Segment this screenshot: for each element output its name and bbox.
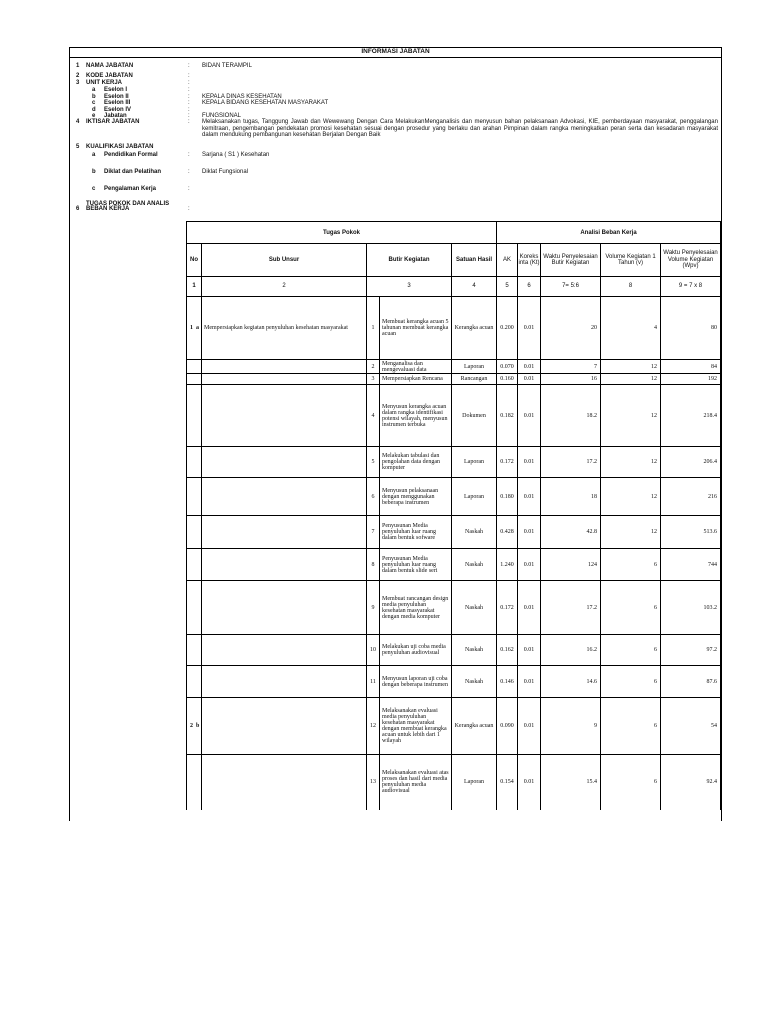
- cell-butir: Melaksanakan evaluasi media penyuluhan kesehatan masyarakat dengan membuat kerangka acuan untuk lebih dari 1 wilayah: [380, 698, 452, 755]
- cell-satuan: Rancangan: [452, 374, 497, 385]
- pendidikan-label: Pendidikan Formal: [104, 152, 158, 158]
- cell-ak: 0.154: [497, 755, 518, 810]
- cell-wpv: 97.2: [661, 635, 721, 666]
- cell-wpv: 192: [661, 374, 721, 385]
- cell-ak: 0.070: [497, 360, 518, 374]
- eselon-1-letter: a: [92, 87, 96, 93]
- index-cell: 5: [497, 277, 518, 297]
- cell-wpv: 216: [661, 478, 721, 516]
- tugas-pokok-label-1: TUGAS POKOK DAN ANALIS: [86, 201, 170, 207]
- cell-volume: 6: [601, 666, 661, 698]
- eselon-2-letter: b: [92, 94, 96, 100]
- jabatan-label: Jabatan: [104, 113, 127, 119]
- cell-butir-number: 4: [367, 385, 380, 447]
- cell-waktu: 17.2: [541, 447, 601, 478]
- ikhtisar-label: IKTISAR JABATAN: [86, 119, 140, 125]
- cell-volume: 6: [601, 635, 661, 666]
- kualifikasi-num: 5: [76, 144, 80, 150]
- cell-satuan: Naskah: [452, 516, 497, 549]
- col-header-volume: Volume Kegiatan 1 Tahun (v): [601, 244, 661, 277]
- row-no: 1: [190, 325, 193, 331]
- cell-koreksi: 0.01: [518, 581, 541, 635]
- cell-no: [187, 581, 202, 635]
- cell-koreksi: 0.01: [518, 755, 541, 810]
- cell-volume: 6: [601, 581, 661, 635]
- cell-butir-number: 3: [367, 374, 380, 385]
- col-header-no: No: [187, 244, 202, 277]
- diklat-colon: :: [188, 169, 190, 175]
- cell-ak: 0.200: [497, 297, 518, 360]
- table-row: [187, 698, 721, 755]
- ikhtisar-num: 4: [76, 119, 80, 125]
- eselon-4-colon: :: [188, 107, 190, 113]
- cell-sub-unsur: [202, 549, 367, 581]
- index-cell: 6: [518, 277, 541, 297]
- kode-jabatan-num: 2: [76, 73, 80, 79]
- cell-volume: 12: [601, 385, 661, 447]
- table-body: [187, 297, 721, 810]
- cell-volume: 12: [601, 374, 661, 385]
- cell-koreksi: 0.01: [518, 635, 541, 666]
- cell-butir: Melakukan uji coba media penyuluhan audiovisual: [380, 635, 452, 666]
- cell-butir-number: 12: [367, 698, 380, 755]
- cell-waktu: 20: [541, 297, 601, 360]
- index-cell: 8: [601, 277, 661, 297]
- cell-butir: Menyusun laporan uji coba dengan beberapa instrumen: [380, 666, 452, 698]
- cell-ak: 0.428: [497, 516, 518, 549]
- table-row: [187, 666, 721, 698]
- cell-sub-unsur: [202, 478, 367, 516]
- cell-volume: 4: [601, 297, 661, 360]
- cell-koreksi: 0.01: [518, 447, 541, 478]
- cell-wpv: 80: [661, 297, 721, 360]
- table-row: [187, 635, 721, 666]
- cell-ak: 0.146: [497, 666, 518, 698]
- cell-butir: Menganalisa dan mengevaluasi data: [380, 360, 452, 374]
- cell-sub-unsur: [202, 360, 367, 374]
- col-header-waktu: Waktu Penyelesaian Butir Kegiatan: [541, 244, 601, 277]
- cell-butir: Menyusun kerangka acuan dalam rangka identifikasi potensi wilayah, menyusun instrumen terbuka: [380, 385, 452, 447]
- eselon-2-colon: :: [188, 94, 190, 100]
- cell-satuan: Naskah: [452, 635, 497, 666]
- cell-volume: 12: [601, 516, 661, 549]
- cell-butir: Mempersiapkan Rencana: [380, 374, 452, 385]
- cell-satuan: Kerangka acuan: [452, 698, 497, 755]
- pengalaman-letter: c: [92, 186, 96, 192]
- cell-no: [187, 549, 202, 581]
- cell-wpv: 84: [661, 360, 721, 374]
- cell-no: [187, 360, 202, 374]
- cell-koreksi: 0.01: [518, 666, 541, 698]
- cell-no: [187, 478, 202, 516]
- cell-no: [187, 666, 202, 698]
- cell-no: [187, 385, 202, 447]
- kualifikasi-label: KUALIFIKASI JABATAN: [86, 144, 154, 150]
- pendidikan-colon: :: [188, 152, 190, 158]
- cell-no: [187, 755, 202, 810]
- table-row: [187, 374, 721, 385]
- cell-sub-unsur: [202, 635, 367, 666]
- cell-satuan: Laporan: [452, 447, 497, 478]
- cell-butir-number: 2: [367, 360, 380, 374]
- cell-volume: 12: [601, 478, 661, 516]
- cell-butir-number: 5: [367, 447, 380, 478]
- cell-butir: Melakukan tabulasi dan pengolahan data dengan komputer: [380, 447, 452, 478]
- eselon-2-label: Eselon II: [104, 94, 129, 100]
- nama-jabatan-num: 1: [76, 63, 80, 69]
- eselon-3-label: Eselon III: [104, 100, 131, 106]
- jabatan-letter: e: [92, 113, 96, 119]
- table-row: [187, 297, 721, 360]
- cell-butir-number: 9: [367, 581, 380, 635]
- cell-butir: Penyusunan Media penyuluhan luar ruang dalam bentuk sofware: [380, 516, 452, 549]
- cell-sub-unsur: [202, 755, 367, 810]
- eselon-4-label: Eselon IV: [104, 107, 132, 113]
- index-cell: 7= 5:6: [541, 277, 601, 297]
- eselon-3-value: KEPALA BIDANG KESEHATAN MASYARAKAT: [202, 100, 329, 106]
- document-title: INFORMASI JABATAN: [361, 48, 430, 55]
- cell-ak: 0.180: [497, 478, 518, 516]
- cell-sub-unsur: [202, 581, 367, 635]
- jabatan-value: FUNGSIONAL: [202, 113, 242, 119]
- column-header-row: [187, 244, 721, 277]
- cell-satuan: Naskah: [452, 549, 497, 581]
- pendidikan-letter: a: [92, 152, 96, 158]
- row-sub-letter: a: [196, 325, 199, 331]
- cell-koreksi: 0.01: [518, 385, 541, 447]
- kode-jabatan-colon: :: [188, 73, 190, 79]
- cell-ak: 0.182: [497, 385, 518, 447]
- table-row: [187, 385, 721, 447]
- cell-ak: 0.090: [497, 698, 518, 755]
- cell-volume: 6: [601, 698, 661, 755]
- index-cell: 3: [367, 277, 452, 297]
- eselon-1-colon: :: [188, 87, 190, 93]
- col-header-sub-unsur: Sub Unsur: [202, 244, 367, 277]
- index-cell: 2: [202, 277, 367, 297]
- tugas-pokok-num: 6: [76, 206, 80, 212]
- cell-butir-number: 10: [367, 635, 380, 666]
- cell-no: [187, 447, 202, 478]
- diklat-letter: b: [92, 169, 96, 175]
- table-row: [187, 360, 721, 374]
- cell-sub-unsur: Mempersiapkan kegiatan penyuluhan kesehatan masyarakat: [202, 297, 367, 360]
- cell-sub-unsur: [202, 666, 367, 698]
- cell-butir: Penyusunan Media penyuluhan luar ruang dalam bentuk slide seri: [380, 549, 452, 581]
- eselon-2-value: KEPALA DINAS KESEHATAN: [202, 94, 282, 100]
- cell-waktu: 18: [541, 478, 601, 516]
- cell-ak: 0.162: [497, 635, 518, 666]
- cell-koreksi: 0.01: [518, 516, 541, 549]
- eselon-1-label: Eselon I: [104, 87, 128, 93]
- cell-waktu: 14.6: [541, 666, 601, 698]
- col-header-butir: Butir Kegiatan: [367, 244, 452, 277]
- ikhtisar-colon: :: [188, 119, 190, 125]
- cell-waktu: 42.8: [541, 516, 601, 549]
- cell-waktu: 15.4: [541, 755, 601, 810]
- title-divider: [70, 57, 721, 58]
- cell-ak: 0.172: [497, 447, 518, 478]
- cell-volume: 6: [601, 755, 661, 810]
- cell-satuan: Laporan: [452, 360, 497, 374]
- cell-sub-unsur: [202, 385, 367, 447]
- unit-kerja-colon: :: [188, 80, 190, 86]
- cell-koreksi: 0.01: [518, 478, 541, 516]
- cell-satuan: Kerangka acuan: [452, 297, 497, 360]
- cell-sub-unsur: [202, 698, 367, 755]
- row-sub-letter: b: [196, 723, 200, 729]
- tugas-pokok-label-2: BEBAN KERJA: [86, 206, 130, 212]
- cell-sub-unsur: [202, 516, 367, 549]
- cell-satuan: Naskah: [452, 581, 497, 635]
- tugas-pokok-colon: :: [188, 206, 190, 212]
- group-header-tugas-pokok: Tugas Pokok: [187, 222, 497, 244]
- cell-sub-unsur: [202, 447, 367, 478]
- cell-no: [187, 297, 202, 360]
- cell-waktu: 9: [541, 698, 601, 755]
- table-row: [187, 549, 721, 581]
- ikhtisar-value: Melaksanakan tugas, Tanggung Jawab dan Wewewang Dengan Cara MelakukanMenganalisis dan menyusun bahan pelaksanaan Advokasi, KIE, pemberdayaan masyarakat, penggalangan kemitraan, pengembangan pendekatan promosi kesehatan sesuai dengan prosedur yang berlaku dan arahan Pimpinan dalam rangka meningkatkan peran serta dan kesadaran masyarakat dalam mendukung pembangunan kesehatan Berjalan Dengan Baik: [202, 119, 718, 138]
- diklat-label: Diklat dan Pelatihan: [104, 169, 162, 175]
- cell-ak: 1.240: [497, 549, 518, 581]
- col-header-satuan: Satuan Hasil: [452, 244, 497, 277]
- cell-satuan: Naskah: [452, 666, 497, 698]
- col-header-koreksi: Koreks inta (Kt): [518, 244, 541, 277]
- cell-waktu: 17.2: [541, 581, 601, 635]
- cell-no: [187, 374, 202, 385]
- pengalaman-colon: :: [188, 186, 190, 192]
- jabatan-colon: :: [188, 113, 190, 119]
- cell-wpv: 513.6: [661, 516, 721, 549]
- cell-no: [187, 698, 202, 755]
- cell-wpv: 206.4: [661, 447, 721, 478]
- cell-butir-number: 1: [367, 297, 380, 360]
- pengalaman-label: Pengalaman Kerja: [104, 186, 157, 192]
- cell-ak: 0.160: [497, 374, 518, 385]
- cell-wpv: 218.4: [661, 385, 721, 447]
- cell-waktu: 16.2: [541, 635, 601, 666]
- cell-satuan: Laporan: [452, 755, 497, 810]
- kode-jabatan-label: KODE JABATAN: [86, 73, 133, 79]
- table-row: [187, 516, 721, 549]
- group-header-row: [187, 222, 721, 244]
- nama-jabatan-colon: :: [188, 63, 190, 69]
- cell-butir-number: 11: [367, 666, 380, 698]
- cell-no: [187, 516, 202, 549]
- row-no: 2: [190, 723, 193, 729]
- cell-wpv: 54: [661, 698, 721, 755]
- beban-kerja-table: [186, 221, 721, 810]
- eselon-4-letter: d: [92, 107, 96, 113]
- document-sheet: [69, 47, 722, 821]
- unit-kerja-label: UNIT KERJA: [86, 80, 123, 86]
- index-cell: 1: [187, 277, 202, 297]
- cell-butir: Melaksanakan evaluasi atas proses dan hasil dari media penyuluhan media audiovisual: [380, 755, 452, 810]
- eselon-3-letter: c: [92, 100, 96, 106]
- cell-wpv: 87.6: [661, 666, 721, 698]
- cell-koreksi: 0.01: [518, 360, 541, 374]
- cell-butir-number: 7: [367, 516, 380, 549]
- index-row: [187, 277, 721, 297]
- cell-butir: Menyusun pelaksanaan dengan menggunakan beberapa instrumen: [380, 478, 452, 516]
- cell-wpv: 103.2: [661, 581, 721, 635]
- nama-jabatan-label: NAMA JABATAN: [86, 63, 134, 69]
- col-header-wpv: Waktu Penyelesaian Volume Kegiatan (Wpv): [661, 244, 721, 277]
- col-header-ak: AK: [497, 244, 518, 277]
- index-cell: 9 = 7 x 8: [661, 277, 721, 297]
- cell-koreksi: 0.01: [518, 698, 541, 755]
- cell-butir-number: 6: [367, 478, 380, 516]
- cell-volume: 12: [601, 360, 661, 374]
- cell-waktu: 7: [541, 360, 601, 374]
- eselon-3-colon: :: [188, 100, 190, 106]
- index-cell: 4: [452, 277, 497, 297]
- diklat-value: Diklat Fungsional: [202, 169, 249, 175]
- unit-kerja-num: 3: [76, 80, 80, 86]
- cell-ak: 0.172: [497, 581, 518, 635]
- group-header-analisis: Analisi Beban Kerja: [497, 222, 721, 244]
- cell-satuan: Dokumen: [452, 385, 497, 447]
- cell-waktu: 18.2: [541, 385, 601, 447]
- cell-butir-number: 8: [367, 549, 380, 581]
- cell-butir: Membuat kerangka acuan 5 tahunan membuat kerangka acuan: [380, 297, 452, 360]
- cell-koreksi: 0.01: [518, 549, 541, 581]
- cell-sub-unsur: [202, 374, 367, 385]
- cell-no: [187, 635, 202, 666]
- table-row: [187, 478, 721, 516]
- cell-koreksi: 0.01: [518, 297, 541, 360]
- table-row: [187, 447, 721, 478]
- cell-volume: 12: [601, 447, 661, 478]
- cell-butir: Membuat rancangan design media penyuluhan kesehatan masyarakat dengan media komputer: [380, 581, 452, 635]
- cell-waktu: 16: [541, 374, 601, 385]
- table-row: [187, 755, 721, 810]
- cell-butir-number: 13: [367, 755, 380, 810]
- pendidikan-value: Sarjana ( S1 ) Kesehatan: [202, 152, 270, 158]
- cell-waktu: 124: [541, 549, 601, 581]
- cell-wpv: 744: [661, 549, 721, 581]
- cell-satuan: Laporan: [452, 478, 497, 516]
- table-row: [187, 581, 721, 635]
- cell-wpv: 92.4: [661, 755, 721, 810]
- cell-volume: 6: [601, 549, 661, 581]
- cell-koreksi: 0.01: [518, 374, 541, 385]
- nama-jabatan-value: BIDAN TERAMPIL: [202, 63, 252, 69]
